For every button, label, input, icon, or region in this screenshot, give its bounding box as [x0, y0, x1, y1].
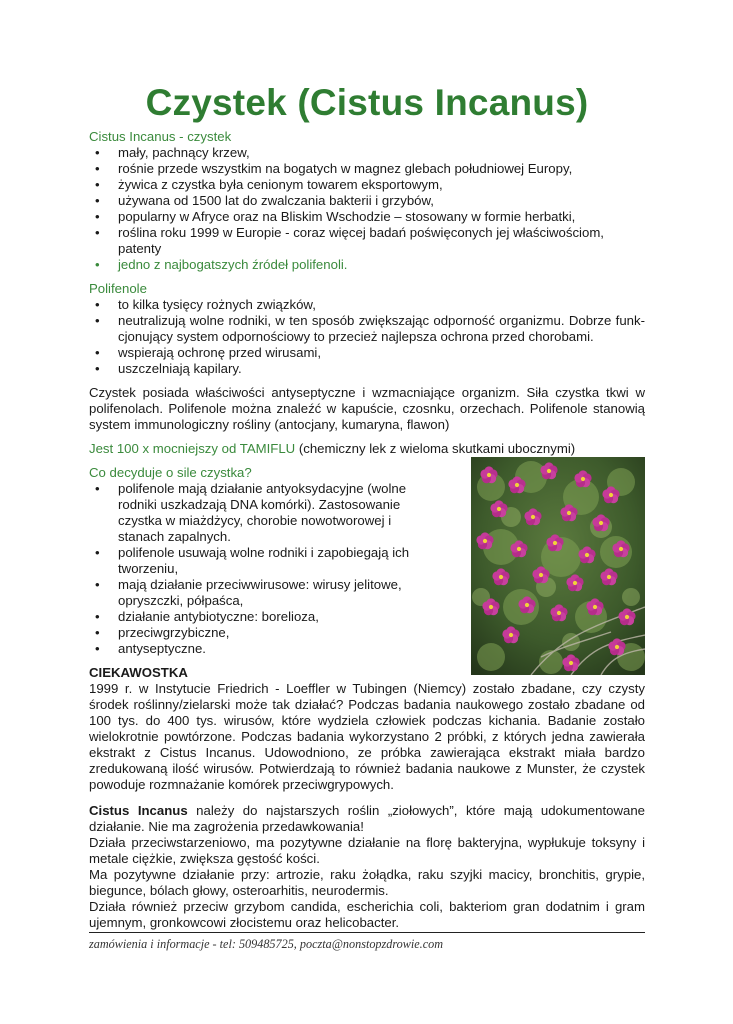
final-p1-rest: należy do najstarszych roślin „ziołowych”, które mają udokumentowane działanie. Nie ma zagrożenia przedawkowania!: [89, 803, 645, 834]
section2-list: [89, 297, 645, 377]
list-item: • roślina roku 1999 w Europie - coraz więcej badań poświęconych jej właściwościom, patenty: [89, 225, 645, 257]
list-item: • żywica z czystka była cenionym towarem eksportowym,: [89, 177, 645, 193]
highlight-list-item: • jedno z najbogatszych źródeł polifenoli.: [89, 257, 645, 273]
final-paragraph-4: Działa również przeciw grzybom candida, escherichia coli, bakteriom gran dodatnim i gram ujemnym, gronkowcowi złocistemu oraz helicobacter.: [89, 899, 645, 930]
content: [89, 129, 645, 931]
list-item: • mają działanie przeciwwirusowe: wirusy jelitowe, opryszczki, półpaśca,: [89, 577, 419, 609]
list-item: • wspierają ochronę przed wirusami,: [89, 345, 645, 361]
list-item: • neutralizują wolne rodniki, w ten sposób zwiększając odporność organizmu. Dobrze funk-cjonujący system odpornościowy to przecież najlepsza ochrona przed chorobami.: [89, 313, 645, 345]
cistus-bold: Cistus Incanus: [89, 803, 188, 818]
page-title: Czystek (Cistus Incanus): [145, 82, 589, 123]
list-item: • antyseptyczne.: [89, 641, 419, 657]
footer-contact: zamówienia i informacje - tel: 509485725, poczta@nonstopzdrowie.com: [89, 937, 444, 951]
tamiflu-rest: (chemiczny lek z wieloma skutkami ubocznymi): [295, 441, 576, 456]
footer-divider: [89, 932, 645, 933]
list-item: • rośnie przede wszystkim na bogatych w magnez glebach południowej Europy,: [89, 161, 645, 177]
section2-heading: Polifenole: [89, 281, 147, 296]
list-item: • polifenole usuwają wolne rodniki i zapobiegają ich tworzeniu,: [89, 545, 419, 577]
section3-list: [89, 481, 419, 657]
list-item: • uszczelniają kapilary.: [89, 361, 645, 377]
list-item: • przeciwgrzybiczne,: [89, 625, 419, 641]
tamiflu-highlight: Jest 100 x mocniejszy od TAMIFLU: [89, 441, 296, 456]
polifenole-paragraph: Czystek posiada właściwości antyseptyczne i wzmacniające organizm. Siła czystka tkwi w polifenolach. Polifenole można znaleźć w kapuście, czosnku, orzechach. Polifenole stanowią system immunologiczny rośliny (antocjany, kumaryna, flawon): [89, 385, 645, 432]
section1-heading: Cistus Incanus - czystek: [89, 129, 232, 144]
ciekawostka-text: 1999 r. w Instytucie Friedrich - Loeffler w Tubingen (Niemcy) zostało zbadane, czy czysty środek roślinny/zielarski może tak działać? Podczas badania naukowego zostało zbadane od 100 tys. do 400 tys. wirusów, które wydziela człowiek podczas kichania. Badanie zostało wielokrotnie powtórzone. Podczas badania wykorzystano 2 próbki, z których jedna zawierała ekstrakt z Cistus Incanus. Udowodniono, ze próbka zawierająca ekstrakt miała bardzo zredukowaną ilość wirusów. Potwierdzają to również badania naukowe z Munster, że czystek powoduje rozmnażanie komórek przeciwgrypowych.: [89, 681, 645, 792]
list-item: • polifenole mają działanie antyoksydacyjne (wolne rodniki uszkadzają DNA komórki). Zastosowanie czystka w miażdżycy, chorobie nowotworowej i stanach zapalnych.: [89, 481, 419, 545]
final-paragraph-3: Ma pozytywne działanie przy: artrozie, raku żołądka, raku szyjki macicy, bronchitis, grypie, biegunce, bólach głowy, osteroarhitis, neurodermis.: [89, 867, 645, 898]
list-item: • mały, pachnący krzew,: [89, 145, 645, 161]
section3-heading: Co decyduje o sile czystka?: [89, 465, 252, 480]
list-item: • używana od 1500 lat do zwalczania bakterii i grzybów,: [89, 193, 645, 209]
list-item: • to kilka tysięcy rożnych związków,: [89, 297, 645, 313]
section3: [89, 465, 645, 657]
list-item: • popularny w Afryce oraz na Bliskim Wschodzie – stosowany w formie herbatki,: [89, 209, 645, 225]
ciekawostka-heading: CIEKAWOSTKA: [89, 665, 188, 680]
final-paragraph-1: [89, 803, 645, 835]
list-item: • działanie antybiotyczne: borelioza,: [89, 609, 419, 625]
section1-list: [89, 145, 645, 273]
final-paragraph-2: Działa przeciwstarzeniowo, ma pozytywne działanie na florę bakteryjna, wypłukuje toksyny i metale ciężkie, zwiększa gęstość kości.: [89, 835, 645, 866]
tamiflu-line: [89, 441, 645, 457]
cistus-flower-photo: [471, 457, 645, 675]
